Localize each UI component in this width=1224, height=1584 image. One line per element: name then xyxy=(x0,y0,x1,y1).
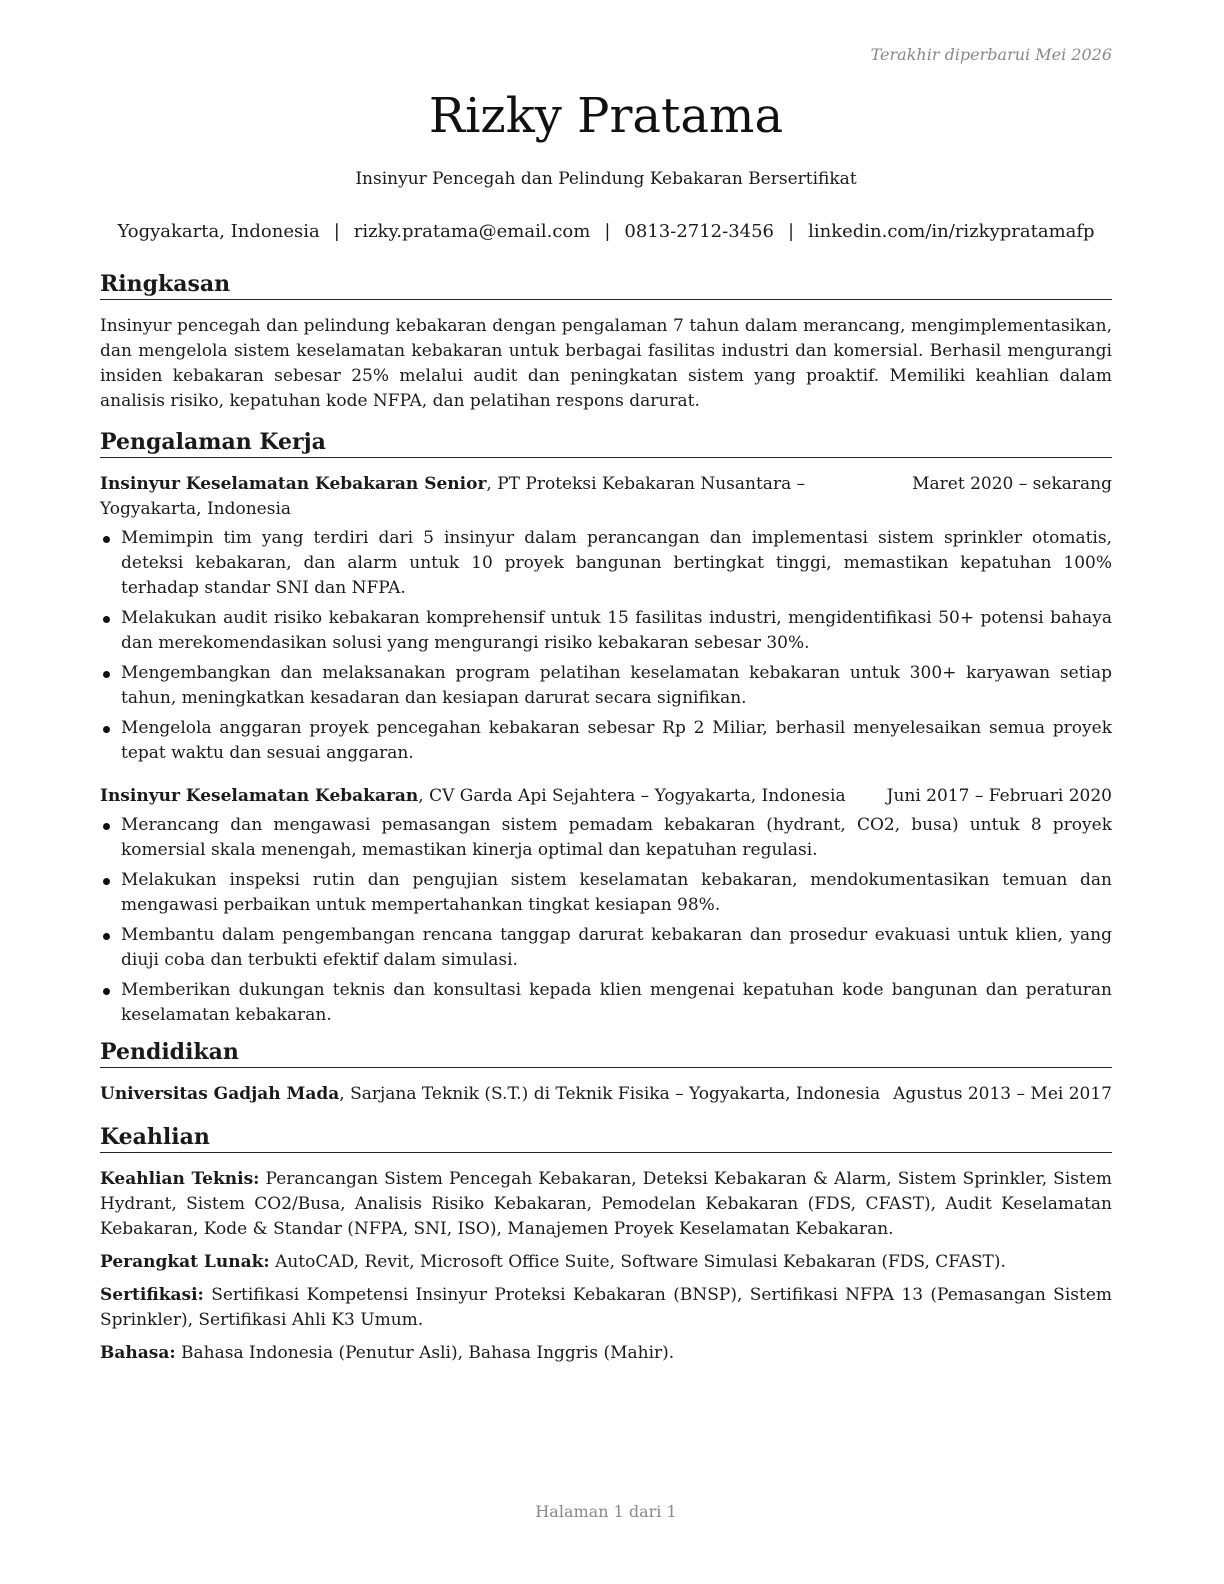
job-dates: Maret 2020 – sekarang xyxy=(912,474,1112,494)
list-item xyxy=(100,813,1112,863)
skill-item xyxy=(100,1283,1112,1333)
last-updated-note: Terakhir diperbarui Mei 2026 xyxy=(870,45,1112,64)
experience-section xyxy=(100,428,1112,1028)
skill-text: Bahasa Indonesia (Penutur Asli), Bahasa Inggris (Mahir). xyxy=(175,1343,675,1363)
skill-label: Sertifikasi: xyxy=(100,1285,204,1305)
job-role-company xyxy=(100,784,887,809)
summary-text: Insinyur pencegah dan pelindung kebakaran dengan pengalaman 7 tahun dalam merancang, mengimplementasikan, dan mengelola sistem keselamatan kebakaran untuk berbagai fasilitas industri dan komersial. Berhasil mengurangi insiden kebakaran sebesar 25% melalui audit dan peningkatan sistem yang proaktif. Memiliki keahlian dalam analisis risiko, kepatuhan kode NFPA, dan pelatihan respons darurat. xyxy=(100,316,1112,411)
candidate-title: Insinyur Pencegah dan Pelindung Kebakaran Bersertifikat xyxy=(355,169,857,189)
list-item xyxy=(100,716,1112,766)
bullet-icon xyxy=(103,878,110,885)
skill-item xyxy=(100,1167,1112,1242)
contact-separator: | xyxy=(333,221,340,242)
bullet-icon xyxy=(103,933,110,940)
contact-email: rizky.pratama@email.com xyxy=(353,221,591,242)
education-dates: Agustus 2013 – Mei 2017 xyxy=(893,1084,1112,1104)
skill-text: Sertifikasi Kompetensi Insinyur Proteksi Kebakaran (BNSP), Sertifikasi NFPA 13 (Pemasangan Sistem Sprinkler), Sertifikasi Ahli K3 Umum. xyxy=(100,1285,1112,1330)
job-role-company xyxy=(100,472,912,522)
bullet-icon xyxy=(103,726,110,733)
section-heading-experience: Pengalaman Kerja xyxy=(100,428,1112,458)
job-entry xyxy=(100,472,1112,766)
job-bullets xyxy=(100,813,1112,1028)
job-bullets xyxy=(100,526,1112,766)
job-dates: Juni 2017 – Februari 2020 xyxy=(886,786,1112,806)
education-school: Universitas Gadjah Mada xyxy=(100,1084,340,1104)
skill-label: Keahlian Teknis: xyxy=(100,1169,260,1189)
candidate-name: Rizky Pratama xyxy=(428,88,784,144)
job-role: Insinyur Keselamatan Kebakaran Senior xyxy=(100,474,487,494)
education-school-degree xyxy=(100,1082,893,1107)
contact-separator: | xyxy=(788,221,795,242)
contact-location: Yogyakarta, Indonesia xyxy=(117,221,320,242)
list-item xyxy=(100,526,1112,601)
bullet-text: Merancang dan mengawasi pemasangan sistem pemadam kebakaran (hydrant, CO2, busa) untuk 8 proyek komersial skala menengah, memastikan kinerja optimal dan kepatuhan regulasi. xyxy=(121,815,1112,860)
page-number: Halaman 1 dari 1 xyxy=(535,1502,677,1521)
bullet-text: Mengelola anggaran proyek pencegahan kebakaran sebesar Rp 2 Miliar, berhasil menyelesaikan semua proyek tepat waktu dan sesuai anggaran. xyxy=(121,718,1112,763)
job-header xyxy=(100,784,1112,809)
skill-label: Perangkat Lunak: xyxy=(100,1252,270,1272)
bullet-text: Mengembangkan dan melaksanakan program pelatihan keselamatan kebakaran untuk 300+ karyawan setiap tahun, meningkatkan kesadaran dan kesiapan darurat secara signifikan. xyxy=(121,663,1112,708)
list-item xyxy=(100,661,1112,711)
skills-section xyxy=(100,1123,1112,1366)
list-item xyxy=(100,868,1112,918)
bullet-icon xyxy=(103,988,110,995)
skill-text: Perancangan Sistem Pencegah Kebakaran, Deteksi Kebakaran & Alarm, Sistem Sprinkler, Sistem Hydrant, Sistem CO2/Busa, Analisis Risiko Kebakaran, Pemodelan Kebakaran (FDS, CFAST), Audit Keselamatan Kebakaran, Kode & Standar (NFPA, SNI, ISO), Manajemen Proyek Keselamatan Kebakaran. xyxy=(100,1169,1112,1239)
section-heading-skills: Keahlian xyxy=(100,1123,1112,1153)
contact-linkedin: linkedin.com/in/rizkypratamafp xyxy=(808,221,1095,242)
section-heading-summary: Ringkasan xyxy=(100,270,1112,300)
skill-item xyxy=(100,1341,1112,1366)
job-entry xyxy=(100,784,1112,1028)
job-header xyxy=(100,472,1112,522)
bullet-icon xyxy=(103,671,110,678)
job-role: Insinyur Keselamatan Kebakaran xyxy=(100,786,419,806)
list-item xyxy=(100,606,1112,656)
resume-page xyxy=(100,0,1112,1584)
contact-phone: 0813-2712-3456 xyxy=(624,221,775,242)
skill-label: Bahasa: xyxy=(100,1343,176,1363)
contact-line xyxy=(100,221,1112,242)
bullet-icon xyxy=(103,616,110,623)
contact-separator: | xyxy=(604,221,611,242)
job-company: , CV Garda Api Sejahtera – Yogyakarta, Indonesia xyxy=(418,786,846,806)
skill-text: AutoCAD, Revit, Microsoft Office Suite, Software Simulasi Kebakaran (FDS, CFAST). xyxy=(269,1252,1006,1272)
skill-item xyxy=(100,1250,1112,1275)
job-company: , PT Proteksi Kebakaran Nusantara – Yogyakarta, Indonesia xyxy=(100,474,806,519)
bullet-text: Membantu dalam pengembangan rencana tanggap darurat kebakaran dan prosedur evakuasi untuk klien, yang diuji coba dan terbukti efektif dalam simulasi. xyxy=(121,925,1112,970)
education-section xyxy=(100,1038,1112,1107)
summary-section xyxy=(100,270,1112,414)
list-item xyxy=(100,978,1112,1028)
section-heading-education: Pendidikan xyxy=(100,1038,1112,1068)
bullet-text: Melakukan inspeksi rutin dan pengujian sistem keselamatan kebakaran, mendokumentasikan temuan dan mengawasi perbaikan untuk mempertahankan tingkat kesiapan 98%. xyxy=(121,870,1112,915)
bullet-text: Melakukan audit risiko kebakaran komprehensif untuk 15 fasilitas industri, mengidentifikasi 50+ potensi bahaya dan merekomendasikan solusi yang mengurangi risiko kebakaran sebesar 30%. xyxy=(121,608,1112,653)
education-degree: , Sarjana Teknik (S.T.) di Teknik Fisika – Yogyakarta, Indonesia xyxy=(339,1084,881,1104)
bullet-text: Memimpin tim yang terdiri dari 5 insinyur dalam perancangan dan implementasi sistem sprinkler otomatis, deteksi kebakaran, dan alarm untuk 10 proyek bangunan bertingkat tinggi, memastikan kepatuhan 100% terhadap standar SNI dan NFPA. xyxy=(121,528,1112,598)
bullet-icon xyxy=(103,536,110,543)
bullet-text: Memberikan dukungan teknis dan konsultasi kepada klien mengenai kepatuhan kode bangunan dan peraturan keselamatan kebakaran. xyxy=(121,980,1112,1025)
education-entry xyxy=(100,1082,1112,1107)
resume-content xyxy=(100,270,1112,1366)
list-item xyxy=(100,923,1112,973)
bullet-icon xyxy=(103,823,110,830)
